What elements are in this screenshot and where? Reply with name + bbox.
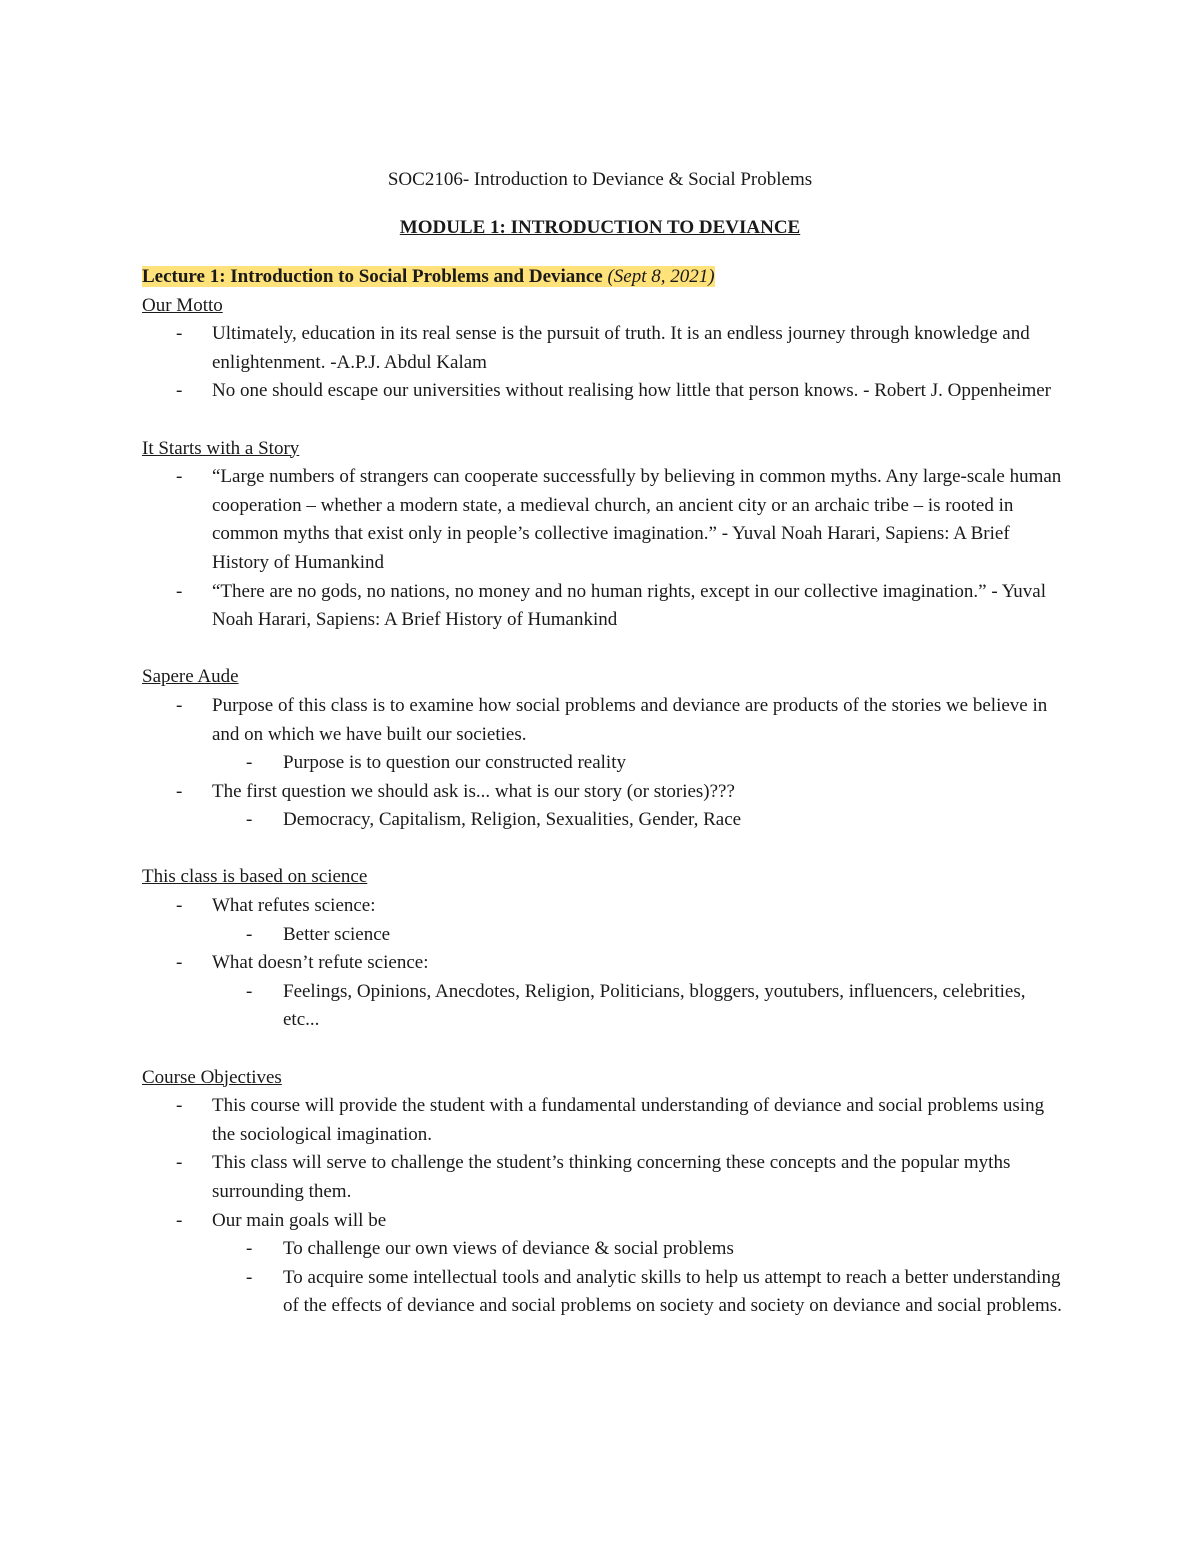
section [142,292,1062,406]
sub-list-item [212,921,1062,950]
bullet-dash: - [176,780,183,802]
bullet-list [142,692,1062,835]
list-item-text: The first question we should ask is... what is our story (or stories)??? [212,780,735,802]
list-item-text: Purpose of this class is to examine how social problems and deviance are products of the stories we believe in and on which we have built our societies. [212,694,1048,745]
list-item [142,320,1062,377]
sub-list-item [212,978,1062,1035]
sections-container [142,292,1062,1321]
section-heading: Sapere Aude [142,666,239,688]
sub-bullet-list [212,806,1062,835]
section-heading: Course Objectives [142,1066,282,1088]
sub-list-item-text: To acquire some intellectual tools and analytic skills to help us attempt to reach a better understanding of the effects of deviance and social problems on society and society on deviance and social problems. [283,1266,1062,1317]
sub-list-item-text: Better science [283,923,391,945]
bullet-dash: - [176,323,183,345]
list-item [142,1207,1062,1321]
sub-bullet-list [212,749,1062,778]
list-item-text: Our main goals will be [212,1209,387,1231]
section-heading: Our Motto [142,294,223,316]
sub-list-item-text: Feelings, Opinions, Anecdotes, Religion, Politicians, bloggers, youtubers, influencers, celebrities, etc... [283,980,1026,1031]
bullet-dash: - [246,980,253,1002]
bullet-dash: - [246,809,253,831]
bullet-dash: - [176,1209,183,1231]
list-item [142,578,1062,635]
list-item [142,463,1062,577]
bullet-dash: - [246,1238,253,1260]
list-item-text: This class will serve to challenge the student’s thinking concerning these concepts and the popular myths surrounding them. [212,1152,1011,1202]
lecture-date: (Sept 8, 2021) [607,266,715,287]
list-item-text: This course will provide the student with a fundamental understanding of deviance and social problems using the sociological imagination. [212,1095,1045,1145]
sub-list-item [212,806,1062,835]
lecture-heading-line [142,263,1062,292]
list-item [142,949,1062,1035]
lecture-heading [142,266,715,287]
bullet-dash: - [246,1266,253,1288]
section [142,435,1062,635]
list-item-text: What doesn’t refute science: [212,952,429,974]
sub-list-item-text: Democracy, Capitalism, Religion, Sexualities, Gender, Race [283,809,742,831]
section [142,663,1062,835]
bullet-dash: - [176,380,183,402]
sub-list-item-text: To challenge our own views of deviance & social problems [283,1238,734,1260]
list-item [142,692,1062,778]
list-item [142,1149,1062,1206]
bullet-dash: - [176,694,183,716]
bullet-dash: - [176,466,183,488]
bullet-dash: - [176,1095,183,1117]
section [142,863,1062,1035]
list-item [142,778,1062,835]
sub-list-item-text: Purpose is to question our constructed reality [283,752,626,774]
bullet-dash: - [246,752,253,774]
list-item-text: “There are no gods, no nations, no money and no human rights, except in our collective imagination.” - Yuval Noah Harari, Sapiens: A Brief History of Humankind [212,580,1047,631]
sub-bullet-list [212,978,1062,1035]
list-item [142,377,1062,406]
course-title: SOC2106- Introduction to Deviance & Social Problems [387,169,813,190]
list-item-text: “Large numbers of strangers can cooperate successfully by believing in common myths. Any large-scale human cooperation – whether a modern state, a medieval church, an ancient city or an archaic tribe – is rooted in common myths that exist only in people’s collective imagination.” - Yuval Noah Harari, Sapiens: A Brief History of Humankind [212,466,1062,573]
bullet-list [142,892,1062,1035]
section [142,1064,1062,1321]
list-item-text: No one should escape our universities without realising how little that person knows. - Robert J. Oppenheimer [212,380,1052,402]
sub-list-item [212,749,1062,778]
bullet-list [142,320,1062,406]
sub-bullet-list [212,921,1062,950]
sub-list-item [212,1235,1062,1264]
lecture-title: Lecture 1: Introduction to Social Problems and Deviance [142,266,603,287]
document-body [142,263,1062,1350]
bullet-list [142,463,1062,635]
bullet-dash: - [176,952,183,974]
list-item-text: Ultimately, education in its real sense is the pursuit of truth. It is an endless journey through knowledge and enlightenment. -A.P.J. Abdul Kalam [212,323,1030,373]
list-item-text: What refutes science: [212,895,376,917]
section-heading: It Starts with a Story [142,437,300,459]
list-item [142,892,1062,949]
bullet-dash: - [246,923,253,945]
list-item [142,1092,1062,1149]
module-title: MODULE 1: INTRODUCTION TO DEVIANCE [399,217,801,238]
section-heading: This class is based on science [142,866,368,888]
sub-bullet-list [212,1235,1062,1321]
bullet-list [142,1092,1062,1321]
bullet-dash: - [176,1152,183,1174]
bullet-dash: - [176,895,183,917]
bullet-dash: - [176,580,183,602]
sub-list-item [212,1264,1062,1321]
